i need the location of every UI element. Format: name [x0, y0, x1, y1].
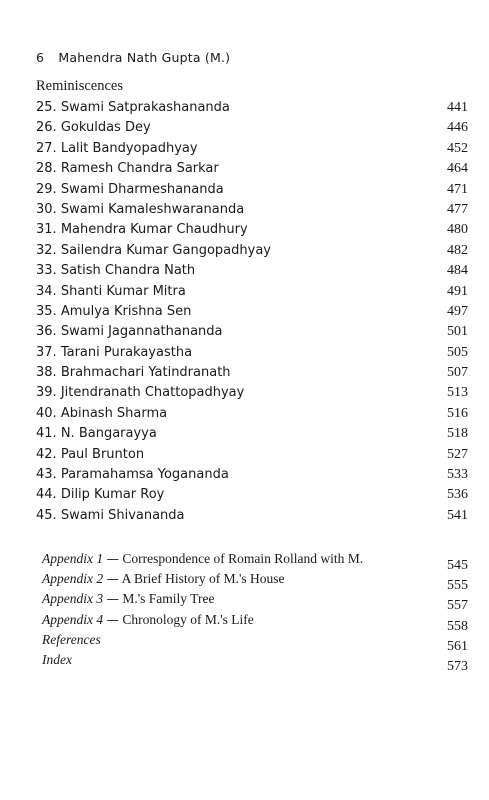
appendix-label: Appendix 4 — [42, 611, 104, 627]
entry-name: Swami Satprakashananda — [60, 100, 230, 115]
contents-entry — [36, 506, 468, 526]
appendix-title: Correspondence of Romain Rolland with M. — [122, 551, 364, 566]
entry-page: 541 — [447, 507, 468, 523]
section-title: Reminiscences — [36, 78, 123, 94]
entry-name: Mahendra Kumar Chaudhury — [60, 222, 248, 238]
entry-page: 491 — [447, 283, 468, 299]
entry-number: 45. — [36, 507, 57, 523]
entry-name: Satish Chandra Nath — [60, 263, 196, 279]
entry-page: 477 — [447, 201, 468, 217]
entry-page: 441 — [447, 100, 468, 115]
entry-number: 34. — [36, 283, 57, 299]
appendix-entry — [42, 569, 468, 594]
entry-page: 482 — [447, 242, 468, 258]
entry-page: 507 — [447, 365, 468, 381]
entry-name: Lalit Bandyopadhyay — [60, 140, 198, 156]
contents-entry — [36, 383, 468, 403]
entry-page: 513 — [447, 385, 468, 401]
appendix-page: 545 — [447, 558, 468, 573]
entry-name: Abinash Sharma — [60, 405, 168, 421]
appendix-label: Appendix 3 — [42, 591, 104, 607]
contents-entry — [36, 302, 468, 322]
contents-entry — [36, 98, 468, 118]
appendix-dash: — — [106, 611, 119, 627]
entry-number: 26. — [36, 120, 57, 136]
contents-entry — [36, 261, 468, 281]
contents-entry — [36, 220, 468, 240]
entry-number: 32. — [36, 242, 57, 258]
appendix-page: 573 — [447, 658, 468, 674]
entry-number: 39. — [36, 385, 57, 401]
entry-name: Tarani Purakayastha — [60, 344, 193, 360]
entry-page: 527 — [447, 446, 468, 462]
appendix-label: Appendix 1 — [42, 551, 104, 566]
appendix-label: Appendix 2 — [42, 571, 104, 587]
appendix-page: 557 — [447, 598, 468, 614]
contents-entry — [36, 118, 468, 138]
entry-name: Swami Jagannathananda — [60, 324, 223, 340]
entry-number: 43. — [36, 467, 57, 483]
contents-entry — [36, 159, 468, 179]
appendix-entry — [42, 650, 468, 674]
appendix-page: 558 — [447, 618, 468, 634]
entry-name: Paramahamsa Yogananda — [60, 467, 229, 483]
contents-entry — [36, 404, 468, 424]
entry-number: 36. — [36, 324, 57, 340]
entry-page: 497 — [447, 303, 468, 319]
contents-entry — [36, 343, 468, 363]
entry-number: 27. — [36, 140, 57, 156]
entry-name: Brahmachari Yatindranath — [60, 365, 231, 381]
appendix-title: Chronology of M.'s Life — [122, 611, 254, 627]
entry-name: Paul Brunton — [60, 446, 145, 462]
entry-name: Sailendra Kumar Gangopadhyay — [60, 242, 271, 258]
entry-number: 38. — [36, 365, 57, 381]
entry-number: 25. — [36, 100, 57, 115]
contents-entry — [36, 363, 468, 383]
appendix-label: Index — [42, 651, 72, 667]
entry-name: Swami Shivananda — [60, 507, 185, 523]
entry-number: 31. — [36, 222, 57, 238]
running-title: Mahendra Nath Gupta (M.) — [58, 50, 231, 65]
appendix-label: References — [42, 631, 101, 647]
contents-entry — [36, 322, 468, 342]
appendix-entry — [42, 610, 468, 634]
entry-page: 536 — [447, 487, 468, 503]
entry-name: Gokuldas Dey — [60, 120, 151, 136]
running-head — [36, 50, 230, 65]
entry-number: 42. — [36, 446, 57, 462]
entry-page: 516 — [447, 405, 468, 421]
contents-list — [36, 98, 468, 526]
appendix-title: A Brief History of M.'s House — [121, 571, 285, 587]
entry-name: Swami Kamaleshwarananda — [60, 201, 245, 217]
entry-number: 33. — [36, 263, 57, 279]
contents-entry — [36, 139, 468, 159]
contents-entry — [36, 180, 468, 200]
entry-name: N. Bangarayya — [60, 426, 157, 442]
appendix-title: M.'s Family Tree — [122, 591, 215, 607]
entry-number: 44. — [36, 487, 57, 503]
entry-number: 40. — [36, 405, 57, 421]
contents-entry — [36, 485, 468, 505]
entry-page: 471 — [447, 181, 468, 197]
entry-page: 501 — [447, 324, 468, 340]
contents-entry — [36, 424, 468, 444]
contents-entry — [36, 445, 468, 465]
entry-page: 533 — [447, 467, 468, 483]
entry-page: 464 — [447, 161, 468, 177]
entry-page: 484 — [447, 263, 468, 279]
contents-entry — [36, 241, 468, 261]
appendix-entry — [42, 630, 468, 654]
entry-page: 518 — [447, 426, 468, 442]
entry-number: 37. — [36, 344, 57, 360]
page-number: 6 — [36, 50, 45, 65]
entry-name: Swami Dharmeshananda — [60, 181, 224, 197]
entry-number: 35. — [36, 303, 57, 319]
appendix-dash: — — [106, 571, 119, 587]
appendix-page: 561 — [447, 638, 468, 654]
appendix-dash: — — [106, 591, 119, 607]
appendix-entry — [42, 549, 468, 573]
entry-name: Amulya Krishna Sen — [60, 303, 192, 319]
entry-name: Jitendranath Chattopadhyay — [60, 385, 245, 401]
contents-entry — [36, 200, 468, 220]
entry-page: 480 — [447, 222, 468, 238]
appendix-entry — [42, 589, 468, 614]
appendix-page: 555 — [447, 578, 468, 594]
appendix-list — [42, 549, 468, 674]
entry-number: 29. — [36, 181, 57, 197]
appendix-dash: — — [106, 551, 119, 566]
entry-number: 30. — [36, 201, 57, 217]
entry-number: 28. — [36, 161, 57, 177]
entry-page: 446 — [447, 120, 468, 136]
entry-page: 505 — [447, 344, 468, 360]
contents-entry — [36, 465, 468, 485]
entry-name: Shanti Kumar Mitra — [60, 283, 186, 299]
entry-name: Dilip Kumar Roy — [60, 487, 165, 503]
entry-page: 452 — [447, 140, 468, 156]
contents-entry — [36, 282, 468, 302]
entry-number: 41. — [36, 426, 57, 442]
entry-name: Ramesh Chandra Sarkar — [60, 161, 219, 177]
